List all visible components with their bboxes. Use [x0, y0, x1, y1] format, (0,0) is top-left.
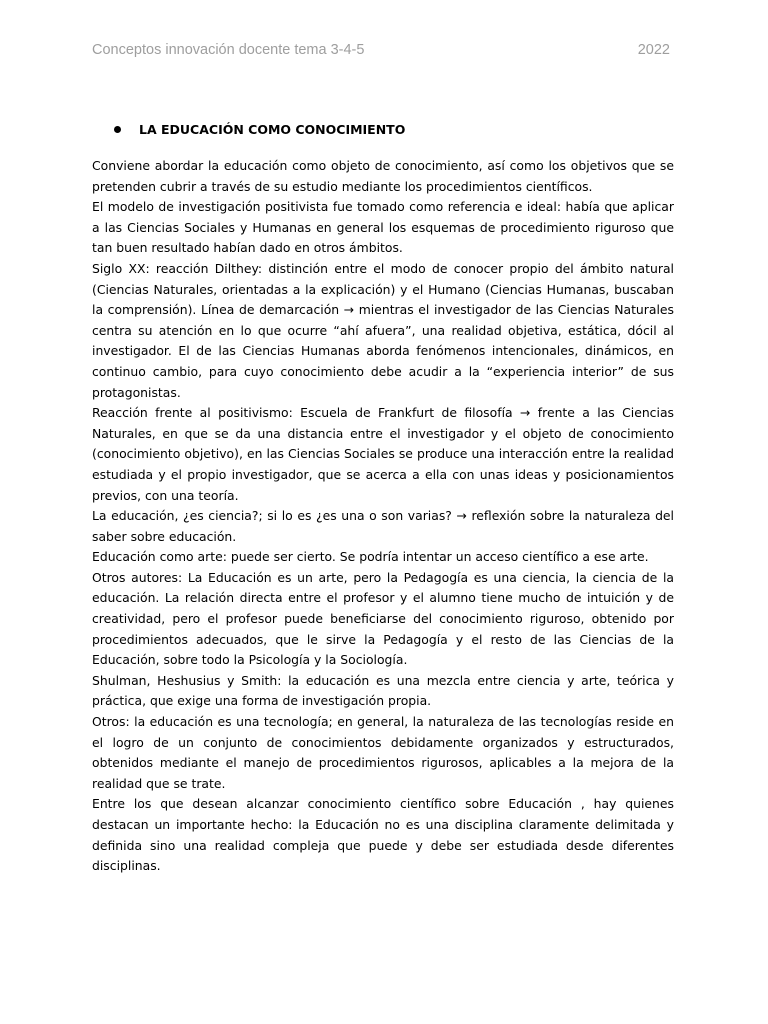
- section-heading: [114, 122, 405, 137]
- page-header: [92, 42, 670, 58]
- paragraph: Otros: la educación es una tecnología; en general, la naturaleza de las tecnologías reside en el logro de un conjunto de conocimientos debidamente organizados y estructurados, obtenidos mediante el manejo de procedimientos rigurosos, aplicables a la mejora de la realidad que se trate.: [92, 714, 674, 791]
- header-year: 2022: [637, 42, 670, 58]
- body-text: [92, 156, 674, 877]
- paragraph: La educación, ¿es ciencia?; si lo es ¿es una o son varias? → reflexión sobre la naturaleza del saber sobre educación.: [92, 508, 674, 544]
- paragraph: Shulman, Heshusius y Smith: la educación es una mezcla entre ciencia y arte, teórica y práctica, que exige una forma de investigación propia.: [92, 672, 674, 709]
- paragraph: Entre los que desean alcanzar conocimiento científico sobre Educación , hay quienes destacan un importante hecho: la Educación no es una disciplina claramente delimitada y definida sino una realidad compleja que puede y debe ser estudiada desde diferentes disciplinas.: [92, 796, 674, 874]
- paragraph: Reacción frente al positivismo: Escuela de Frankfurt de filosofía → frente a las Ciencias Naturales, en que se da una distancia entre el investigador y el objeto de conocimiento (conocimiento objetivo), en las Ciencias Sociales se produce una interacción entre la realidad estudiada y el propio investigador, que se acerca a ella con unas ideas y posicionamientos previos, con una teoría.: [92, 405, 674, 503]
- paragraph: Educación como arte: puede ser cierto. Se podría intentar un acceso científico a ese arte.: [92, 549, 649, 565]
- paragraph: Otros autores: La Educación es un arte, pero la Pedagogía es una ciencia, la ciencia de la educación. La relación directa entre el profesor y el alumno tiene mucho de intuición y de creatividad, pero el profesor puede beneficiarse del conocimiento riguroso, obtenido por procedimientos adecuados, que le sirve la Pedagogía y el resto de las Ciencias de la Educación, sobre todo la Psicología y la Sociología.: [92, 569, 674, 668]
- section-title: LA EDUCACIÓN COMO CONOCIMIENTO: [139, 122, 406, 137]
- header-title: Conceptos innovación docente tema 3-4-5: [92, 42, 365, 58]
- paragraph: Conviene abordar la educación como objeto de conocimiento, así como los objetivos que se pretenden cubrir a través de su estudio mediante los procedimientos científicos.: [92, 158, 674, 194]
- bullet-icon: [114, 126, 121, 133]
- paragraph: El modelo de investigación positivista fue tomado como referencia e ideal: había que aplicar a las Ciencias Sociales y Humanas en general los esquemas de procedimiento riguroso que tan buen resultado habían dado en otros ámbitos.: [92, 199, 674, 256]
- paragraph: Siglo XX: reacción Dilthey: distinción entre el modo de conocer propio del ámbito natural (Ciencias Naturales, orientadas a la explicación) y el Humano (Ciencias Humanas, buscaban la comprensión). Línea de demarcación → mientras el investigador de las Ciencias Naturales centra su atención en lo que ocurre “ahí afuera”, una realidad objetiva, estática, dócil al investigador. El de las Ciencias Humanas aborda fenómenos intencionales, dinámicos, en continuo cambio, para cuyo conocimiento debe acudir a la “experiencia interior” de sus protagonistas.: [92, 260, 674, 400]
